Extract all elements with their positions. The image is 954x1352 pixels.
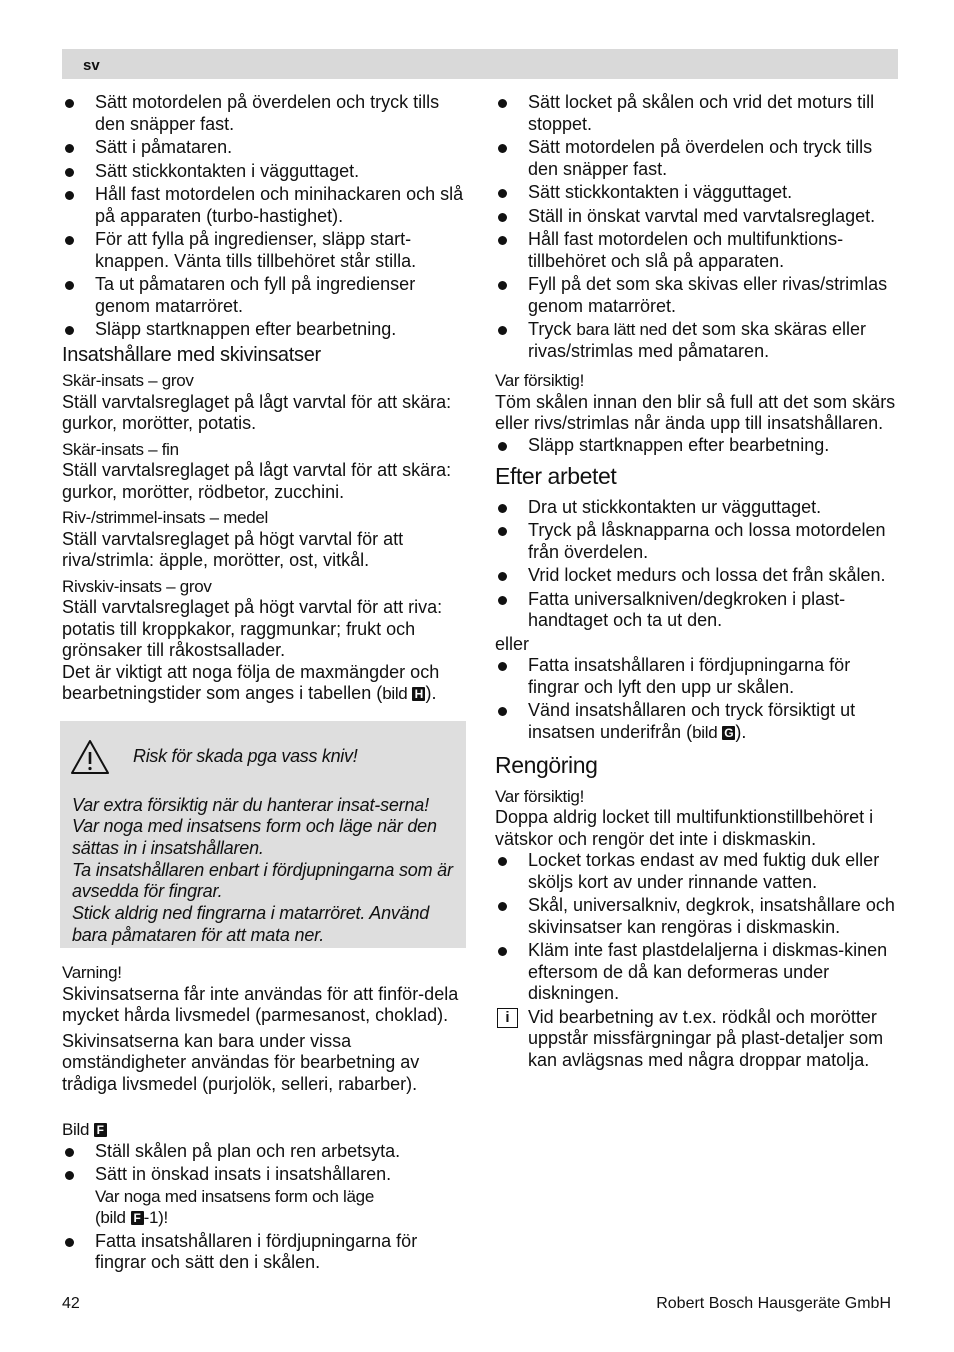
list-item: Ställ in önskat varvtal med varvtalsreglaget. bbox=[495, 206, 900, 228]
language-header-bar bbox=[62, 49, 898, 79]
list-item-note: Var noga med insatsens form och läge bbox=[95, 1186, 374, 1206]
insert-name: Skär-insats – grov bbox=[62, 371, 194, 390]
list-item bbox=[62, 1164, 464, 1229]
after-use-list-alt bbox=[495, 655, 900, 743]
figure-f-icon: F bbox=[131, 1211, 144, 1225]
list-item: Locket torkas endast av med fuktig duk eller sköljs kort av under rinnande vatten. bbox=[495, 850, 900, 893]
insert-text: Ställ varvtalsreglaget på lågt varvtal för att skära: gurkor, morötter, potatis. bbox=[62, 391, 452, 433]
warning-header bbox=[72, 739, 454, 775]
figure-ref-label: bild bbox=[692, 722, 718, 742]
table-note-end: ). bbox=[425, 683, 437, 703]
list-item: Sätt motordelen på överdelen och tryck tills den snäpper fast. bbox=[495, 137, 900, 180]
insert-block bbox=[62, 439, 464, 504]
insert-text: Ställ varvtalsreglaget på lågt varvtal för att skära: gurkor, morötter, rödbetor, zucchini. bbox=[62, 460, 452, 502]
list-item: Ställ skålen på plan och ren arbetsyta. bbox=[62, 1141, 464, 1163]
list-item: Sätt motordelen på överdelen och tryck tills den snäpper fast. bbox=[62, 92, 464, 135]
insert-name: Skär-insats – fin bbox=[62, 439, 179, 459]
list-item: Kläm inte fast plastdelaljerna i diskmas-kinen eftersom de då kan deformeras under diskningen. bbox=[495, 940, 900, 1005]
figure-ref-label: bild bbox=[382, 684, 408, 703]
after-use-list bbox=[495, 497, 900, 632]
list-item: Sätt stickkontakten i vägguttaget. bbox=[495, 182, 900, 204]
list-item: Fatta insatshållaren i fördjupningarna för fingrar och lyft den upp ur skålen. bbox=[495, 655, 900, 698]
caution-text: Doppa aldrig locket till multifunktionstillbehöret i vätskor och rengör det inte i diskmaskin. bbox=[495, 807, 874, 849]
list-item: Släpp startknappen efter bearbetning. bbox=[62, 319, 464, 341]
cleaning-list bbox=[495, 850, 900, 1005]
page-number: 42 bbox=[62, 1295, 80, 1312]
list-item-note-end: -1)! bbox=[143, 1208, 168, 1228]
list-item-emphasis: bara lätt ned bbox=[576, 320, 667, 339]
list-item-end: ). bbox=[735, 721, 747, 742]
varning-title: Varning! bbox=[62, 963, 122, 983]
warning-box bbox=[60, 721, 466, 949]
section-title-insert-holder: Insatshållare med skivinsatser bbox=[62, 343, 321, 366]
caution-title: Var försiktig! bbox=[495, 786, 585, 806]
caution-text: Töm skålen innan den blir så full att det som skärs eller rivs/strimlas når ända upp till insatshållaren. bbox=[495, 391, 896, 433]
list-item: Håll fast motordelen och multifunktions-tillbehöret och slå på apparaten. bbox=[495, 229, 900, 272]
warning-triangle-icon bbox=[70, 739, 110, 775]
table-note-text: Det är viktigt att noga följa de maxmängder och bearbetningstider som anges i tabellen ( bbox=[62, 661, 440, 703]
figure-f-icon: F bbox=[94, 1123, 107, 1137]
figure-f-heading bbox=[62, 1119, 464, 1141]
list-item: Fyll på det som ska skivas eller rivas/strimlas genom matarröret. bbox=[495, 274, 900, 317]
insert-block bbox=[62, 370, 464, 435]
section-title-after-use: Efter arbetet bbox=[495, 463, 617, 489]
list-item: Dra ut stickkontakten ur vägguttaget. bbox=[495, 497, 900, 519]
list-item: Fatta universalkniven/degkroken i plast-handtaget och ta ut den. bbox=[495, 589, 900, 632]
insert-steps-list bbox=[62, 1141, 464, 1274]
insert-text: Ställ varvtalsreglaget på högt varvtal för att riva/strimla: äpple, morötter, ost, vitkål. bbox=[62, 528, 404, 570]
warning-line: Stick aldrig ned fingrarna i matarröret. Använd bara påmataren för att mata ner. bbox=[72, 903, 430, 945]
list-item: Sätt stickkontakten i vägguttaget. bbox=[62, 161, 464, 183]
info-text: Vid bearbetning av t.ex. rödkål och morötter uppstår missfärgningar på plast-detaljer som kan avlägsnas med några droppar matolja. bbox=[528, 1006, 884, 1070]
caution-list bbox=[495, 435, 900, 457]
list-item bbox=[495, 319, 900, 362]
info-note bbox=[495, 1007, 900, 1072]
list-item: Fatta insatshållaren i fördjupningarna för fingrar och sätt den i skålen. bbox=[62, 1231, 464, 1274]
multifunction-steps-list bbox=[495, 92, 900, 362]
company-name: Robert Bosch Hausgeräte GmbH bbox=[656, 1295, 891, 1312]
table-note bbox=[62, 662, 464, 705]
section-title-cleaning: Rengöring bbox=[495, 752, 598, 778]
warning-line: Ta insatshållaren enbart i fördjupningarna som är avsedda för fingrar. bbox=[72, 859, 453, 902]
figure-g-icon: G bbox=[724, 725, 734, 740]
insert-block bbox=[62, 507, 464, 572]
figure-h-icon: H bbox=[412, 687, 425, 701]
warning-text bbox=[72, 795, 454, 947]
list-item: Ta ut påmataren och fyll på ingredienser genom matarröret. bbox=[62, 274, 464, 317]
varning-paragraph: Skivinsatserna får inte användas för att finför-dela mycket hårda livsmedel (parmesanost, choklad). bbox=[62, 983, 459, 1026]
assembly-steps-list bbox=[62, 92, 464, 341]
list-item bbox=[495, 700, 900, 743]
insert-name: Riv-/strimmel-insats – medel bbox=[62, 508, 269, 527]
warning-line: Var extra försiktig när du hanterar insat-serna! Var noga med insatsens form och läge när den sättas in i insatshållaren. bbox=[72, 794, 437, 858]
figure-label: Bild bbox=[62, 1120, 90, 1140]
warning-title: Risk för skada pga vass kniv! bbox=[133, 745, 358, 766]
list-item: Håll fast motordelen och minihackaren och slå på apparaten (turbo-hastighet). bbox=[62, 184, 464, 227]
left-column bbox=[62, 92, 464, 1276]
varning-paragraph: Skivinsatserna kan bara under vissa omständigheter användas för bearbetning av trådiga livsmedel (purjolök, selleri, rabarber). bbox=[62, 1030, 420, 1094]
caution-title: Var försiktig! bbox=[495, 371, 585, 390]
list-item-text: det som ska skäras eller rivas/strimlas med påmataren. bbox=[528, 319, 867, 361]
list-item-text: Tryck bbox=[528, 319, 572, 339]
info-icon: i bbox=[497, 1008, 518, 1028]
alternative-label: eller bbox=[495, 633, 530, 654]
list-item: Skål, universalkniv, degkrok, insatshållare och skivinsatser kan rengöras i diskmaskin. bbox=[495, 895, 900, 938]
list-item: Sätt i påmataren. bbox=[62, 137, 464, 159]
insert-block bbox=[62, 576, 464, 662]
list-item: Släpp startknappen efter bearbetning. bbox=[495, 435, 900, 457]
list-item: För att fylla på ingredienser, släpp start-knappen. Vänta tills tillbehöret står stilla. bbox=[62, 229, 464, 272]
list-item: Sätt locket på skålen och vrid det moturs till stoppet. bbox=[495, 92, 900, 135]
insert-text: Ställ varvtalsreglaget på högt varvtal för att riva: potatis till kroppkakor, raggmunkar; frukt och grönsaker till råkostsallader. bbox=[62, 597, 443, 660]
list-item-text: Sätt in önskad insats i insatshållaren. bbox=[95, 1164, 392, 1185]
list-item-text: Vänd insatshållaren och tryck försiktigt ut insatsen underifrån ( bbox=[528, 700, 856, 742]
insert-name: Rivskiv-insats – grov bbox=[62, 576, 212, 596]
right-column bbox=[495, 92, 900, 1071]
list-item-note-ref: (bild bbox=[95, 1208, 126, 1228]
list-item: Tryck på låsknapparna och lossa motordelen från överdelen. bbox=[495, 520, 900, 563]
language-code: sv bbox=[83, 57, 100, 74]
list-item: Vrid locket medurs och lossa det från skålen. bbox=[495, 565, 900, 587]
